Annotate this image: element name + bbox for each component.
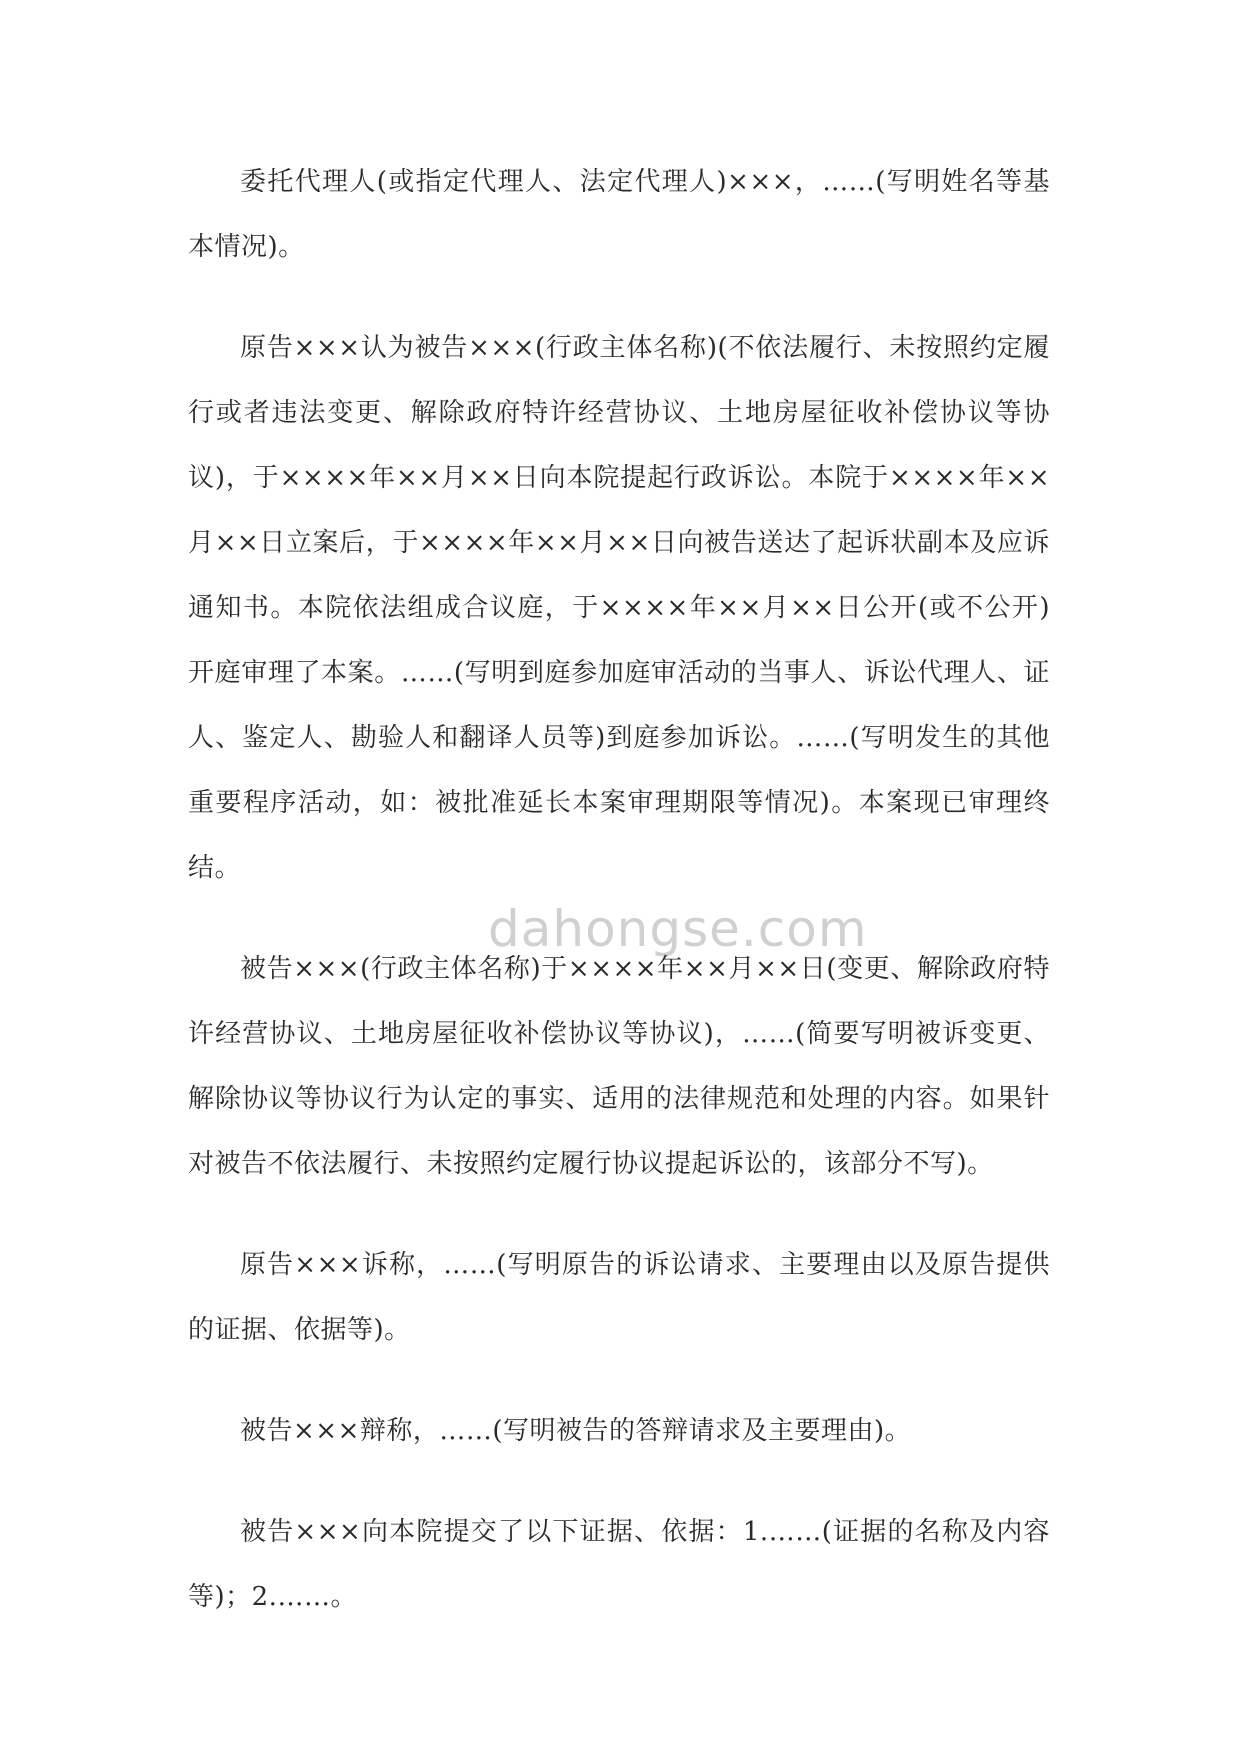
- paragraph-plaintiff-claim: 原告×××诉称，……(写明原告的诉讼请求、主要理由以及原告提供的证据、依据等)。: [188, 1250, 1050, 1345]
- paragraph-procedure: 原告×××认为被告×××(行政主体名称)(不依法履行、未按照约定履行或者违法变更、解除政府特许经营协议、土地房屋征收补偿协议等协议)，于××××年××月××日向本院提起行政诉讼。本院于××××年××月××日立案后，于××××年××月××日向被告送达了起诉状副本及应诉通知书。本院依法组成合议庭，于××××年××月××日公开(或不公开)开庭审理了本案。……(写明到庭参加庭审活动的当事人、诉讼代理人、证人、鉴定人、勘验人和翻译人员等)到庭参加诉讼。……(写明发生的其他重要程序活动，如：被批准延长本案审理期限等情况)。本案现已审理终结。: [188, 333, 1050, 883]
- watermark: dahongse.com: [488, 900, 868, 958]
- document-body: [188, 150, 1050, 1666]
- paragraph-agent: 委托代理人(或指定代理人、法定代理人)×××，……(写明姓名等基本情况)。: [188, 167, 1050, 262]
- paragraph-defendant-action: 被告×××(行政主体名称)于××××年××月××日(变更、解除政府特许经营协议、土地房屋征收补偿协议等协议)，……(简要写明被诉变更、解除协议等协议行为认定的事实、适用的法律规范和处理的内容。如果针对被告不依法履行、未按照约定履行协议提起诉讼的，该部分不写)。: [188, 954, 1050, 1179]
- paragraph-defendant-defense: 被告×××辩称，……(写明被告的答辩请求及主要理由)。: [240, 1416, 912, 1446]
- paragraph-evidence: 被告×××向本院提交了以下证据、依据：1.……(证据的名称及内容等)；2.……。: [188, 1517, 1050, 1612]
